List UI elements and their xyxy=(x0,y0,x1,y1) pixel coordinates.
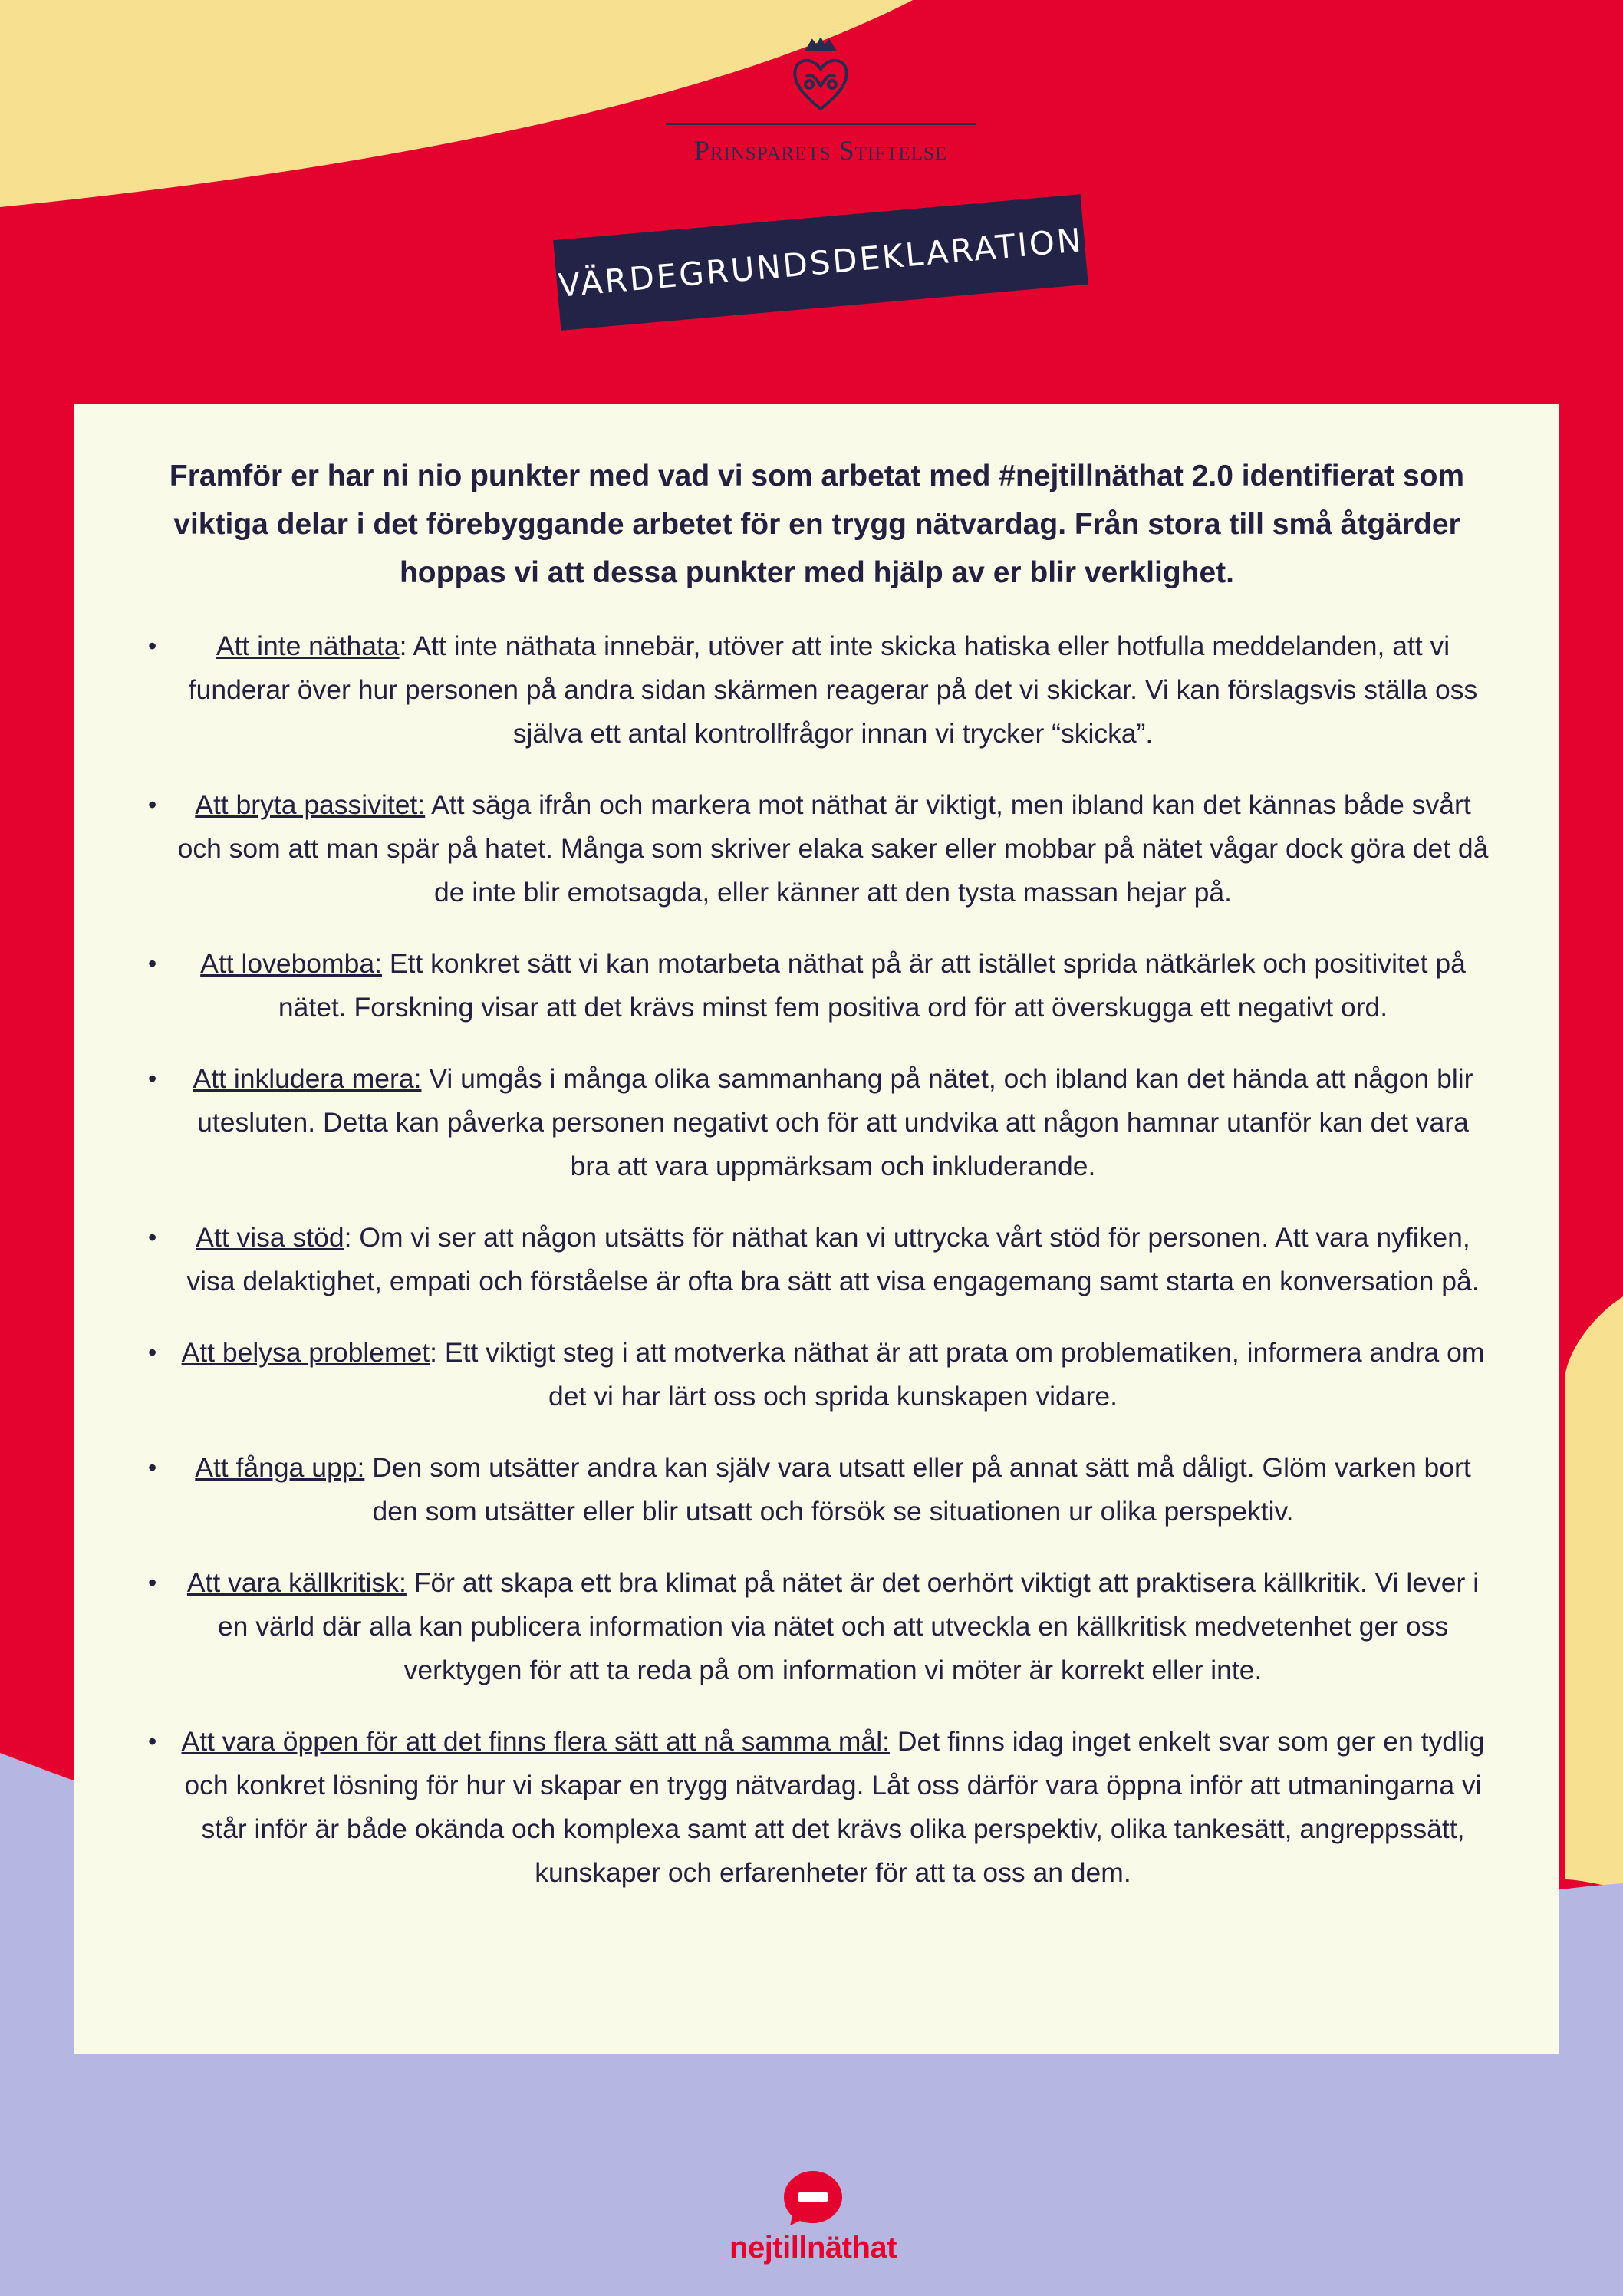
list-item xyxy=(120,1216,1513,1303)
list-item xyxy=(120,1446,1513,1533)
point-term: Att inkludera mera: xyxy=(193,1063,422,1094)
bullet: • xyxy=(148,1339,157,1366)
point-term: Att bryta passivitet: xyxy=(195,789,426,820)
org-logo xyxy=(660,38,982,169)
list-item xyxy=(120,783,1513,914)
list-item xyxy=(120,1561,1513,1692)
list-item xyxy=(120,1720,1513,1895)
list-item xyxy=(120,624,1513,756)
list-item xyxy=(120,942,1513,1029)
crown-heart-emblem-icon xyxy=(786,38,855,115)
point-term: Att vara öppen för att det finns flera sätt att nå samma mål: xyxy=(181,1726,890,1757)
point-term: Att lovebomba: xyxy=(200,948,382,979)
bullet: • xyxy=(148,791,157,819)
bullet: • xyxy=(148,1065,157,1092)
point-text: : Ett viktigt steg i att motverka näthat är att prata om problematiken, informera andra om det vi har lärt oss och sprida kunskapen vidare. xyxy=(430,1337,1485,1412)
point-text: Ett konkret sätt vi kan motarbeta näthat på är att istället sprida nätkärlek och positivitet på nätet. Forskning visar att det krävs minst fem positiva ord för att överskugga ett negativt ord. xyxy=(278,948,1466,1023)
point-text: Vi umgås i många olika sammanhang på nätet, och ibland kan det hända att någon blir utesluten. Detta kan påverka personen negativt och för att undvika att någon hamnar utanför kan det vara bra att vara uppmärksam och inkluderande. xyxy=(197,1063,1473,1181)
point-term: Att belysa problemet xyxy=(181,1337,430,1368)
point-text: : Om vi ser att någon utsätts för näthat kan vi uttrycka vårt stöd för personen. Att vara nyfiken, visa delaktighet, empati och förståelse är ofta bra sätt att visa engagemang samt starta en konversation på. xyxy=(186,1222,1480,1296)
point-term: Att vara källkritisk: xyxy=(186,1567,407,1598)
point-text: Den som utsätter andra kan själv vara utsatt eller på annat sätt må dåligt. Glöm varken bort den som utsätter eller blir utsatt och försök se situationen ur olika perspektiv. xyxy=(364,1452,1471,1527)
org-name: Prinsparets Stiftelse xyxy=(693,135,948,166)
bullet: • xyxy=(148,1454,157,1481)
yellow-right-wave xyxy=(1565,1296,1623,1889)
logo-divider xyxy=(666,123,976,125)
list-item xyxy=(120,1331,1513,1418)
bullet: • xyxy=(148,1224,157,1251)
bullet: • xyxy=(148,1728,157,1755)
footer-brand: nejtillnäthat xyxy=(729,2231,897,2265)
point-text: : Att inte näthata innebär, utöver att inte skicka hatiska eller hotfulla meddelanden, att vi funderar över hur personen på andra sidan skärmen reagerar på det vi skickar. Vi kan förslagsvis ställa oss själva ett antal kontrollfrågor innan vi trycker “skicka”. xyxy=(188,631,1478,749)
list-item xyxy=(120,1057,1513,1188)
intro-paragraph: Framför er har ni nio punkter med vad vi som arbetat med #nejtillnäthat 2.0 identifierat som viktiga delar i det förebyggande arbetet för en trygg nätvardag. Från stora till små åtgärder hoppas vi att dessa punkter med hjälp av er blir verklighet. xyxy=(169,460,1465,589)
point-term: Att fånga upp: xyxy=(195,1452,365,1483)
point-text: Att säga ifrån och markera mot näthat är viktigt, men ibland kan det kännas både svårt och som att man spär på hatet. Många som skriver elaka saker eller mobbar på nätet vågar dock göra det då de inte blir emotsagda, eller känner att den tysta massan hejar på. xyxy=(177,789,1489,908)
point-text: För att skapa ett bra klimat på nätet är det oerhört viktigt att praktisera källkritik. Vi lever i en värld där alla kan publicera information via nätet och att utveckla en källkritisk medvetenhet ger oss verktygen för att ta reda på om information vi möter är korrekt eller inte. xyxy=(217,1567,1480,1685)
bullet: • xyxy=(148,950,157,977)
point-term: Att visa stöd xyxy=(196,1222,344,1253)
point-text: Det finns idag inget enkelt svar som ger en tydlig och konkret lösning för hur vi skapar en trygg nätvardag. Låt oss därför vara öppna inför att utmaningarna vi står inför är både okända och komplexa samt att det krävs olika perspektiv, olika tankesätt, angreppssätt, kunskaper och erfarenheter för att ta oss an dem. xyxy=(184,1726,1485,1888)
footer-logo xyxy=(721,2169,905,2269)
points-list xyxy=(120,624,1513,1895)
banner-title: VÄRDEGRUNDSDEKLARATION xyxy=(556,220,1085,305)
bullet: • xyxy=(148,632,157,660)
no-entry-speech-bubble-icon xyxy=(782,2169,844,2226)
bullet: • xyxy=(148,1569,157,1596)
point-term: Att inte näthata xyxy=(216,631,400,661)
content-panel xyxy=(74,404,1559,2054)
